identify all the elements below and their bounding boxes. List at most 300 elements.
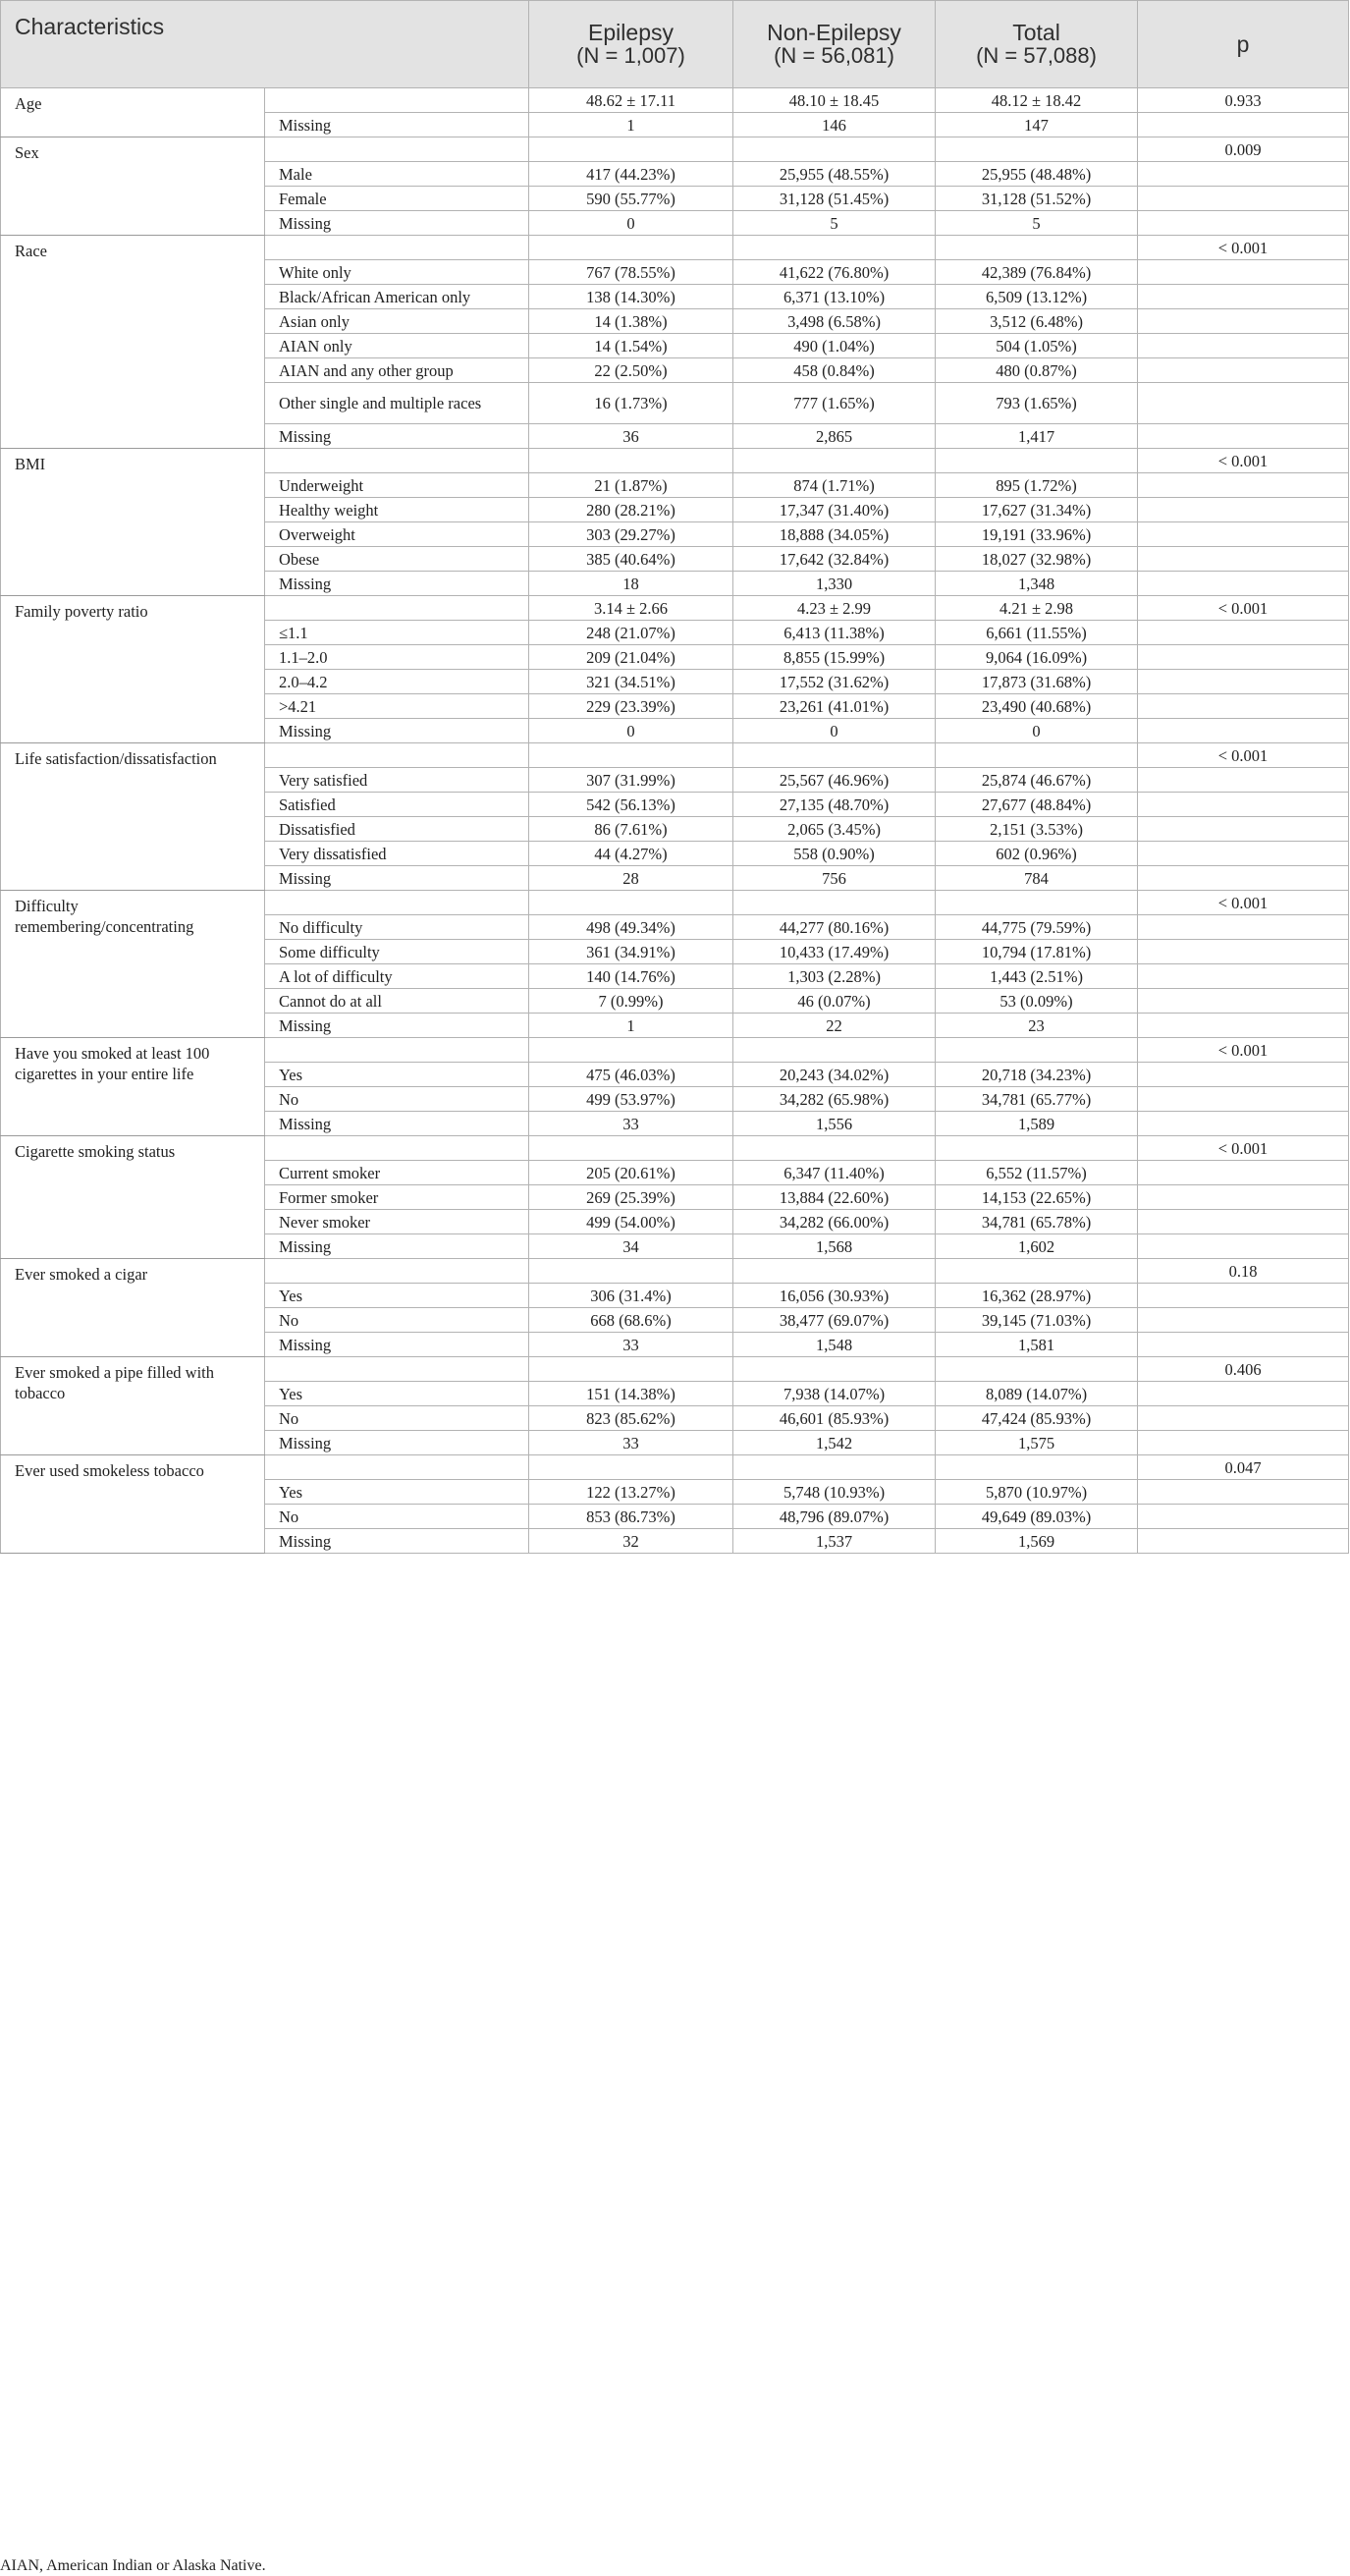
header-p-value: p — [1138, 1, 1349, 88]
non-epilepsy-cell: 146 — [733, 113, 936, 137]
total-cell: 6,509 (13.12%) — [936, 285, 1138, 309]
total-cell: 8,089 (14.07%) — [936, 1382, 1138, 1406]
p-value-cell — [1138, 1234, 1349, 1259]
epilepsy-cell: 7 (0.99%) — [529, 989, 733, 1014]
characteristic-label: Cigarette smoking status — [1, 1136, 265, 1259]
subcategory-cell: Cannot do at all — [265, 989, 529, 1014]
subcategory-cell: Yes — [265, 1480, 529, 1505]
epilepsy-cell: 1 — [529, 1014, 733, 1038]
epilepsy-cell — [529, 1259, 733, 1284]
subcategory-cell — [265, 236, 529, 260]
characteristic-label: Life satisfaction/dissatisfaction — [1, 743, 265, 891]
total-cell — [936, 137, 1138, 162]
non-epilepsy-cell: 490 (1.04%) — [733, 334, 936, 358]
p-value-cell: < 0.001 — [1138, 743, 1349, 768]
non-epilepsy-cell: 20,243 (34.02%) — [733, 1063, 936, 1087]
subcategory-cell: AIAN and any other group — [265, 358, 529, 383]
total-cell: 1,602 — [936, 1234, 1138, 1259]
epilepsy-cell: 21 (1.87%) — [529, 473, 733, 498]
non-epilepsy-cell: 7,938 (14.07%) — [733, 1382, 936, 1406]
table-row — [1, 137, 1349, 162]
epilepsy-cell — [529, 1038, 733, 1063]
total-cell: 147 — [936, 113, 1138, 137]
non-epilepsy-cell: 1,568 — [733, 1234, 936, 1259]
subcategory-cell — [265, 1038, 529, 1063]
epilepsy-cell — [529, 891, 733, 915]
total-cell: 34,781 (65.77%) — [936, 1087, 1138, 1112]
p-value-cell — [1138, 1284, 1349, 1308]
total-cell: 1,575 — [936, 1431, 1138, 1455]
table-row — [1, 743, 1349, 768]
total-cell — [936, 1136, 1138, 1161]
non-epilepsy-cell: 48.10 ± 18.45 — [733, 88, 936, 113]
non-epilepsy-cell: 25,567 (46.96%) — [733, 768, 936, 793]
epilepsy-cell — [529, 1455, 733, 1480]
subcategory-cell: Yes — [265, 1382, 529, 1406]
subcategory-cell: White only — [265, 260, 529, 285]
total-cell: 27,677 (48.84%) — [936, 793, 1138, 817]
p-value-cell — [1138, 1505, 1349, 1529]
p-value-cell — [1138, 547, 1349, 572]
p-value-cell — [1138, 522, 1349, 547]
p-value-cell — [1138, 572, 1349, 596]
p-value-cell — [1138, 1480, 1349, 1505]
epilepsy-cell — [529, 1136, 733, 1161]
p-value-cell — [1138, 187, 1349, 211]
total-cell: 16,362 (28.97%) — [936, 1284, 1138, 1308]
non-epilepsy-cell: 558 (0.90%) — [733, 842, 936, 866]
header-epilepsy-label: Epilepsy — [588, 20, 674, 45]
total-cell: 17,627 (31.34%) — [936, 498, 1138, 522]
non-epilepsy-cell: 34,282 (66.00%) — [733, 1210, 936, 1234]
total-cell: 48.12 ± 18.42 — [936, 88, 1138, 113]
header-total — [936, 1, 1138, 88]
non-epilepsy-cell: 38,477 (69.07%) — [733, 1308, 936, 1333]
total-cell — [936, 449, 1138, 473]
header-non-epilepsy-n: (N = 56,081) — [774, 43, 894, 68]
non-epilepsy-cell: 5 — [733, 211, 936, 236]
epilepsy-cell: 417 (44.23%) — [529, 162, 733, 187]
table-row — [1, 1455, 1349, 1480]
non-epilepsy-cell: 756 — [733, 866, 936, 891]
epilepsy-cell: 86 (7.61%) — [529, 817, 733, 842]
total-cell: 14,153 (22.65%) — [936, 1185, 1138, 1210]
total-cell: 2,151 (3.53%) — [936, 817, 1138, 842]
non-epilepsy-cell: 17,642 (32.84%) — [733, 547, 936, 572]
p-value-cell — [1138, 866, 1349, 891]
p-value-cell — [1138, 915, 1349, 940]
total-cell — [936, 1259, 1138, 1284]
non-epilepsy-cell: 8,855 (15.99%) — [733, 645, 936, 670]
epilepsy-cell: 34 — [529, 1234, 733, 1259]
epilepsy-cell: 823 (85.62%) — [529, 1406, 733, 1431]
epilepsy-cell: 1 — [529, 113, 733, 137]
non-epilepsy-cell: 3,498 (6.58%) — [733, 309, 936, 334]
epilepsy-cell: 590 (55.77%) — [529, 187, 733, 211]
subcategory-cell: No — [265, 1406, 529, 1431]
epilepsy-cell: 499 (54.00%) — [529, 1210, 733, 1234]
non-epilepsy-cell — [733, 449, 936, 473]
epilepsy-cell — [529, 449, 733, 473]
p-value-cell — [1138, 1087, 1349, 1112]
epilepsy-cell: 209 (21.04%) — [529, 645, 733, 670]
total-cell: 44,775 (79.59%) — [936, 915, 1138, 940]
non-epilepsy-cell: 27,135 (48.70%) — [733, 793, 936, 817]
p-value-cell — [1138, 1112, 1349, 1136]
subcategory-cell: Obese — [265, 547, 529, 572]
subcategory-cell: Female — [265, 187, 529, 211]
non-epilepsy-cell: 874 (1.71%) — [733, 473, 936, 498]
non-epilepsy-cell — [733, 236, 936, 260]
characteristic-label: Age — [1, 88, 265, 137]
non-epilepsy-cell: 458 (0.84%) — [733, 358, 936, 383]
total-cell: 10,794 (17.81%) — [936, 940, 1138, 964]
epilepsy-cell: 229 (23.39%) — [529, 694, 733, 719]
p-value-cell — [1138, 1210, 1349, 1234]
subcategory-cell — [265, 891, 529, 915]
p-value-cell — [1138, 1406, 1349, 1431]
non-epilepsy-cell — [733, 1038, 936, 1063]
non-epilepsy-cell: 5,748 (10.93%) — [733, 1480, 936, 1505]
p-value-cell — [1138, 694, 1349, 719]
p-value-cell — [1138, 964, 1349, 989]
total-cell: 1,348 — [936, 572, 1138, 596]
total-cell: 31,128 (51.52%) — [936, 187, 1138, 211]
non-epilepsy-cell: 2,865 — [733, 424, 936, 449]
p-value-cell — [1138, 383, 1349, 424]
total-cell — [936, 236, 1138, 260]
subcategory-cell — [265, 1455, 529, 1480]
total-cell: 25,955 (48.48%) — [936, 162, 1138, 187]
total-cell — [936, 1455, 1138, 1480]
p-value-cell — [1138, 1014, 1349, 1038]
epilepsy-cell: 28 — [529, 866, 733, 891]
total-cell: 34,781 (65.78%) — [936, 1210, 1138, 1234]
p-value-cell — [1138, 285, 1349, 309]
subcategory-cell: Male — [265, 162, 529, 187]
total-cell: 6,552 (11.57%) — [936, 1161, 1138, 1185]
subcategory-cell — [265, 137, 529, 162]
p-value-cell — [1138, 1333, 1349, 1357]
subcategory-cell: Missing — [265, 866, 529, 891]
subcategory-cell: No difficulty — [265, 915, 529, 940]
total-cell — [936, 891, 1138, 915]
subcategory-cell: Missing — [265, 211, 529, 236]
epilepsy-cell: 32 — [529, 1529, 733, 1554]
total-cell: 5,870 (10.97%) — [936, 1480, 1138, 1505]
table-row — [1, 1038, 1349, 1063]
non-epilepsy-cell: 6,347 (11.40%) — [733, 1161, 936, 1185]
total-cell — [936, 1357, 1138, 1382]
p-value-cell: 0.18 — [1138, 1259, 1349, 1284]
epilepsy-cell: 138 (14.30%) — [529, 285, 733, 309]
total-cell: 19,191 (33.96%) — [936, 522, 1138, 547]
subcategory-cell: No — [265, 1308, 529, 1333]
epilepsy-cell: 151 (14.38%) — [529, 1382, 733, 1406]
total-cell: 1,443 (2.51%) — [936, 964, 1138, 989]
p-value-cell — [1138, 309, 1349, 334]
total-cell: 17,873 (31.68%) — [936, 670, 1138, 694]
epilepsy-cell: 321 (34.51%) — [529, 670, 733, 694]
epilepsy-cell: 0 — [529, 719, 733, 743]
subcategory-cell — [265, 743, 529, 768]
total-cell: 47,424 (85.93%) — [936, 1406, 1138, 1431]
p-value-cell: < 0.001 — [1138, 1136, 1349, 1161]
epilepsy-cell: 3.14 ± 2.66 — [529, 596, 733, 621]
p-value-cell — [1138, 817, 1349, 842]
epilepsy-cell — [529, 137, 733, 162]
p-value-cell: < 0.001 — [1138, 596, 1349, 621]
subcategory-cell: Asian only — [265, 309, 529, 334]
p-value-cell — [1138, 473, 1349, 498]
non-epilepsy-cell — [733, 1455, 936, 1480]
subcategory-cell: ≤1.1 — [265, 621, 529, 645]
total-cell: 53 (0.09%) — [936, 989, 1138, 1014]
table-row — [1, 891, 1349, 915]
header-total-n: (N = 57,088) — [976, 43, 1097, 68]
subcategory-cell: Missing — [265, 1014, 529, 1038]
epilepsy-cell: 361 (34.91%) — [529, 940, 733, 964]
epilepsy-cell: 499 (53.97%) — [529, 1087, 733, 1112]
non-epilepsy-cell — [733, 743, 936, 768]
epilepsy-cell: 668 (68.6%) — [529, 1308, 733, 1333]
epilepsy-cell: 33 — [529, 1112, 733, 1136]
p-value-cell — [1138, 1308, 1349, 1333]
epilepsy-cell: 140 (14.76%) — [529, 964, 733, 989]
epilepsy-cell — [529, 1357, 733, 1382]
epilepsy-cell: 269 (25.39%) — [529, 1185, 733, 1210]
non-epilepsy-cell: 777 (1.65%) — [733, 383, 936, 424]
epilepsy-cell: 36 — [529, 424, 733, 449]
non-epilepsy-cell — [733, 891, 936, 915]
total-cell: 23,490 (40.68%) — [936, 694, 1138, 719]
subcategory-cell — [265, 596, 529, 621]
total-cell: 1,581 — [936, 1333, 1138, 1357]
total-cell: 793 (1.65%) — [936, 383, 1138, 424]
p-value-cell — [1138, 989, 1349, 1014]
total-cell: 9,064 (16.09%) — [936, 645, 1138, 670]
p-value-cell — [1138, 498, 1349, 522]
total-cell: 784 — [936, 866, 1138, 891]
non-epilepsy-cell: 1,556 — [733, 1112, 936, 1136]
epilepsy-cell: 18 — [529, 572, 733, 596]
non-epilepsy-cell: 1,548 — [733, 1333, 936, 1357]
p-value-cell — [1138, 1161, 1349, 1185]
p-value-cell — [1138, 1529, 1349, 1554]
p-value-cell — [1138, 424, 1349, 449]
subcategory-cell: Yes — [265, 1284, 529, 1308]
non-epilepsy-cell: 41,622 (76.80%) — [733, 260, 936, 285]
total-cell: 6,661 (11.55%) — [936, 621, 1138, 645]
subcategory-cell: Never smoker — [265, 1210, 529, 1234]
p-value-cell — [1138, 1382, 1349, 1406]
non-epilepsy-cell — [733, 1136, 936, 1161]
subcategory-cell: >4.21 — [265, 694, 529, 719]
characteristic-label: Family poverty ratio — [1, 596, 265, 743]
p-value-cell — [1138, 162, 1349, 187]
epilepsy-cell: 33 — [529, 1333, 733, 1357]
non-epilepsy-cell: 46 (0.07%) — [733, 989, 936, 1014]
non-epilepsy-cell — [733, 137, 936, 162]
subcategory-cell: Current smoker — [265, 1161, 529, 1185]
characteristic-label: Ever smoked a cigar — [1, 1259, 265, 1357]
subcategory-cell: Missing — [265, 1333, 529, 1357]
non-epilepsy-cell: 13,884 (22.60%) — [733, 1185, 936, 1210]
non-epilepsy-cell: 25,955 (48.55%) — [733, 162, 936, 187]
non-epilepsy-cell — [733, 1259, 936, 1284]
total-cell: 4.21 ± 2.98 — [936, 596, 1138, 621]
header-non-epilepsy-label: Non-Epilepsy — [767, 20, 901, 45]
non-epilepsy-cell: 1,303 (2.28%) — [733, 964, 936, 989]
characteristic-label: Difficulty remembering/concentrating — [1, 891, 265, 1038]
non-epilepsy-cell: 22 — [733, 1014, 936, 1038]
non-epilepsy-cell: 44,277 (80.16%) — [733, 915, 936, 940]
non-epilepsy-cell: 18,888 (34.05%) — [733, 522, 936, 547]
non-epilepsy-cell: 17,552 (31.62%) — [733, 670, 936, 694]
subcategory-cell: 1.1–2.0 — [265, 645, 529, 670]
epilepsy-cell: 385 (40.64%) — [529, 547, 733, 572]
subcategory-cell — [265, 449, 529, 473]
epilepsy-cell: 475 (46.03%) — [529, 1063, 733, 1087]
subcategory-cell: Missing — [265, 1529, 529, 1554]
table-row — [1, 236, 1349, 260]
subcategory-cell: Missing — [265, 719, 529, 743]
total-cell: 20,718 (34.23%) — [936, 1063, 1138, 1087]
p-value-cell: < 0.001 — [1138, 1038, 1349, 1063]
epilepsy-cell: 14 (1.38%) — [529, 309, 733, 334]
p-value-cell: < 0.001 — [1138, 236, 1349, 260]
epilepsy-cell — [529, 743, 733, 768]
p-value-cell: 0.047 — [1138, 1455, 1349, 1480]
non-epilepsy-cell — [733, 1357, 936, 1382]
subcategory-cell — [265, 1259, 529, 1284]
epilepsy-cell: 205 (20.61%) — [529, 1161, 733, 1185]
p-value-cell: 0.933 — [1138, 88, 1349, 113]
epilepsy-cell: 853 (86.73%) — [529, 1505, 733, 1529]
subcategory-cell: Missing — [265, 113, 529, 137]
subcategory-cell: Very satisfied — [265, 768, 529, 793]
p-value-cell — [1138, 1063, 1349, 1087]
p-value-cell: 0.406 — [1138, 1357, 1349, 1382]
non-epilepsy-cell: 2,065 (3.45%) — [733, 817, 936, 842]
total-cell — [936, 743, 1138, 768]
epilepsy-cell: 0 — [529, 211, 733, 236]
epilepsy-cell: 16 (1.73%) — [529, 383, 733, 424]
subcategory-cell: Some difficulty — [265, 940, 529, 964]
table-row — [1, 596, 1349, 621]
header-characteristics: Characteristics — [1, 1, 529, 88]
non-epilepsy-cell: 4.23 ± 2.99 — [733, 596, 936, 621]
characteristic-label: Ever used smokeless tobacco — [1, 1455, 265, 1554]
total-cell — [936, 1038, 1138, 1063]
total-cell: 3,512 (6.48%) — [936, 309, 1138, 334]
subcategory-cell: Missing — [265, 572, 529, 596]
total-cell: 1,569 — [936, 1529, 1138, 1554]
subcategory-cell: Black/African American only — [265, 285, 529, 309]
epilepsy-cell: 303 (29.27%) — [529, 522, 733, 547]
total-cell: 25,874 (46.67%) — [936, 768, 1138, 793]
subcategory-cell: Missing — [265, 1431, 529, 1455]
epilepsy-cell: 48.62 ± 17.11 — [529, 88, 733, 113]
epilepsy-cell: 280 (28.21%) — [529, 498, 733, 522]
non-epilepsy-cell: 6,413 (11.38%) — [733, 621, 936, 645]
epilepsy-cell: 248 (21.07%) — [529, 621, 733, 645]
subcategory-cell: Other single and multiple races — [265, 383, 529, 424]
epilepsy-cell: 44 (4.27%) — [529, 842, 733, 866]
total-cell: 1,589 — [936, 1112, 1138, 1136]
header-total-label: Total — [1012, 20, 1060, 45]
epilepsy-cell: 498 (49.34%) — [529, 915, 733, 940]
table-row — [1, 449, 1349, 473]
subcategory-cell: A lot of difficulty — [265, 964, 529, 989]
epilepsy-cell: 542 (56.13%) — [529, 793, 733, 817]
subcategory-cell: Very dissatisfied — [265, 842, 529, 866]
non-epilepsy-cell: 17,347 (31.40%) — [733, 498, 936, 522]
non-epilepsy-cell: 6,371 (13.10%) — [733, 285, 936, 309]
epilepsy-cell: 33 — [529, 1431, 733, 1455]
p-value-cell — [1138, 793, 1349, 817]
header-epilepsy — [529, 1, 733, 88]
table-header-row — [1, 1, 1349, 88]
total-cell: 480 (0.87%) — [936, 358, 1138, 383]
total-cell: 895 (1.72%) — [936, 473, 1138, 498]
header-non-epilepsy — [733, 1, 936, 88]
subcategory-cell: Dissatisfied — [265, 817, 529, 842]
characteristic-label: Have you smoked at least 100 cigarettes in your entire life — [1, 1038, 265, 1136]
subcategory-cell: Former smoker — [265, 1185, 529, 1210]
non-epilepsy-cell: 10,433 (17.49%) — [733, 940, 936, 964]
total-cell: 23 — [936, 1014, 1138, 1038]
header-epilepsy-n: (N = 1,007) — [576, 43, 685, 68]
non-epilepsy-cell: 46,601 (85.93%) — [733, 1406, 936, 1431]
epilepsy-cell: 306 (31.4%) — [529, 1284, 733, 1308]
subcategory-cell: Missing — [265, 1234, 529, 1259]
p-value-cell — [1138, 1185, 1349, 1210]
table-row — [1, 1136, 1349, 1161]
table-body — [1, 88, 1349, 1554]
non-epilepsy-cell: 23,261 (41.01%) — [733, 694, 936, 719]
p-value-cell — [1138, 260, 1349, 285]
non-epilepsy-cell: 0 — [733, 719, 936, 743]
subcategory-cell — [265, 88, 529, 113]
total-cell: 1,417 — [936, 424, 1138, 449]
total-cell: 18,027 (32.98%) — [936, 547, 1138, 572]
characteristic-label: Race — [1, 236, 265, 449]
subcategory-cell: 2.0–4.2 — [265, 670, 529, 694]
total-cell: 42,389 (76.84%) — [936, 260, 1138, 285]
table-row — [1, 1357, 1349, 1382]
non-epilepsy-cell: 1,330 — [733, 572, 936, 596]
total-cell: 602 (0.96%) — [936, 842, 1138, 866]
subcategory-cell: Missing — [265, 424, 529, 449]
epilepsy-cell: 22 (2.50%) — [529, 358, 733, 383]
p-value-cell — [1138, 1431, 1349, 1455]
p-value-cell — [1138, 768, 1349, 793]
non-epilepsy-cell: 1,542 — [733, 1431, 936, 1455]
subcategory-cell: No — [265, 1505, 529, 1529]
subcategory-cell: Overweight — [265, 522, 529, 547]
p-value-cell — [1138, 842, 1349, 866]
p-value-cell: 0.009 — [1138, 137, 1349, 162]
p-value-cell: < 0.001 — [1138, 449, 1349, 473]
table-row — [1, 88, 1349, 113]
table-row — [1, 1259, 1349, 1284]
non-epilepsy-cell: 16,056 (30.93%) — [733, 1284, 936, 1308]
p-value-cell — [1138, 358, 1349, 383]
p-value-cell — [1138, 113, 1349, 137]
total-cell: 39,145 (71.03%) — [936, 1308, 1138, 1333]
subcategory-cell — [265, 1136, 529, 1161]
